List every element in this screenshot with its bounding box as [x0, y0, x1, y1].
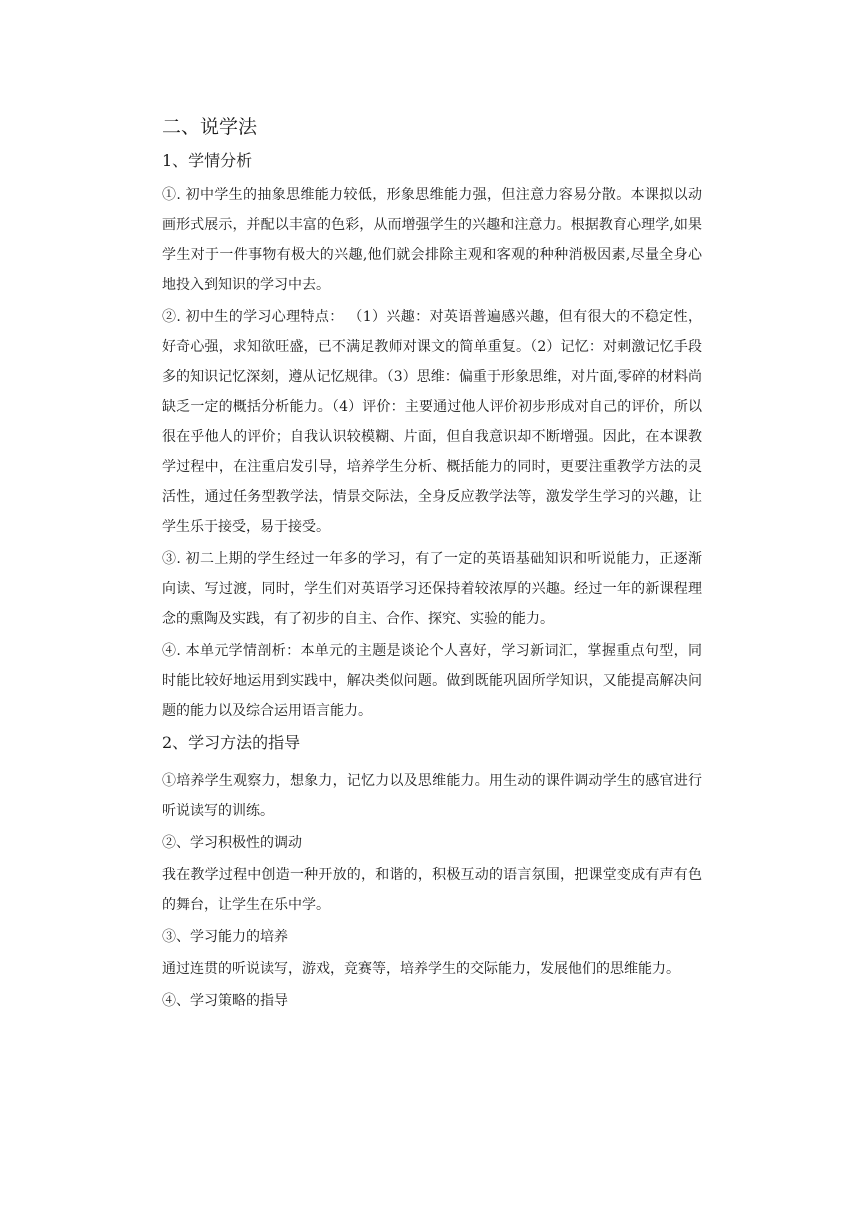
guidance-heading: 2、学习方法的指导	[162, 733, 301, 752]
guidance-item-6: ④、学习策略的指导	[162, 993, 288, 1009]
document-body	[162, 112, 702, 1018]
analysis-paragraph-1: ①. 初中学生的抽象思维能力较低，形象思维能力强，但注意力容易分散。本课拟以动画形式展示，并配以丰富的色彩，从而增强学生的兴趣和注意力。根据教育心理学,如果学生对于一件事物有极大的兴趣,他们就会排除主观和客观的种种消极因素,尽量全身心地投入到知识的学习中去。	[162, 187, 702, 293]
guidance-item-2: ②、学习积极性的调动	[162, 835, 302, 851]
guidance-item-4: ③、学习能力的培养	[162, 929, 288, 945]
analysis-paragraph-3: ③. 初二上期的学生经过一年多的学习，有了一定的英语基础知识和听说能力，正逐渐向读、写过渡，同时，学生们对英语学习还保持着较浓厚的兴趣。经过一年的新课程理念的熏陶及实践，有了初步的自主、合作、探究、实验的能力。	[162, 551, 702, 627]
guidance-item-1: ①培养学生观察力，想象力，记忆力以及思维能力。用生动的课件调动学生的感官进行听说读写的训练。	[162, 773, 702, 819]
guidance-item-3: 我在教学过程中创造一种开放的，和谐的，积极互动的语言氛围，把课堂变成有声有色的舞台，让学生在乐中学。	[162, 867, 702, 913]
analysis-heading: 1、学情分析	[162, 151, 253, 170]
section-title: 二、说学法	[162, 116, 258, 138]
analysis-paragraph-4: ④. 本单元学情剖析：本单元的主题是谈论个人喜好，学习新词汇，掌握重点句型，同时能比较好地运用到实践中，解决类似问题。做到既能巩固所学知识，又能提高解决问题的能力以及综合运用语言能力。	[162, 643, 702, 719]
guidance-item-5: 通过连贯的听说读写，游戏，竞赛等，培养学生的交际能力，发展他们的思维能力。	[162, 961, 680, 977]
analysis-paragraph-2: ②. 初中生的学习心理特点： （1）兴趣：对英语普遍感兴趣，但有很大的不稳定性，好奇心强，求知欲旺盛，已不满足教师对课文的简单重复。（2）记忆：对刺激记忆手段多的知识记忆深刻，遵从记忆规律。（3）思维：偏重于形象思维，对片面,零碎的材料尚缺乏一定的概括分析能力。（4）评价：主要通过他人评价初步形成对自己的评价，所以很在乎他人的评价；自我认识较模糊、片面，但自我意识却不断增强。因此，在本课教学过程中，在注重启发引导，培养学生分析、概括能力的同时，更要注重教学方法的灵活性，通过任务型教学法，情景交际法，全身反应教学法等，激发学生学习的兴趣，让学生乐于接受，易于接受。	[162, 309, 702, 535]
